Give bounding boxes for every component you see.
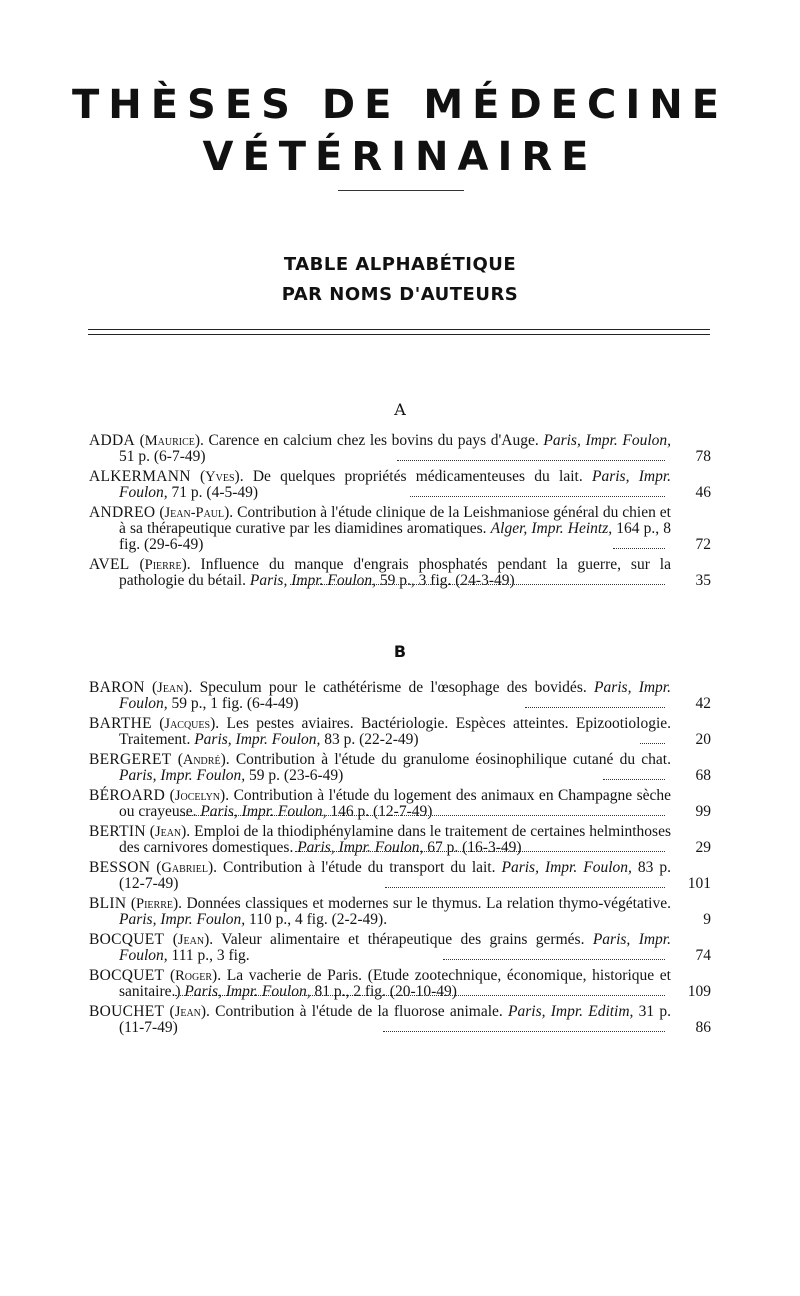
publication-details: 59 p. (23-6-49) (249, 767, 344, 784)
author-first-name: Jean-Paul (164, 505, 225, 521)
publication-place: Paris, Impr. Foulon, (194, 731, 321, 748)
entry-text-block: ADDA (Maurice). Carence en calcium chez les bovins du pays d'Auge. Paris, Impr. Foulon, 51 p. (6-7-49) (89, 432, 672, 465)
author-first-name: André (182, 752, 221, 768)
author-first-name: Jean (174, 1004, 201, 1020)
thesis-title: La vacherie de Paris. (Etude zootechnique, économique, historique et sanitaire.) (119, 967, 671, 1000)
page-number: 74 (695, 947, 711, 964)
page-number: 86 (695, 1019, 711, 1036)
author-surname: BÉROARD (89, 787, 166, 804)
page-number: 35 (695, 572, 711, 589)
index-entry (89, 716, 711, 748)
dot-leader (295, 849, 665, 852)
index-entry (89, 1004, 711, 1036)
thesis-title: Carence en calcium chez les bovins du pays d'Auge. (208, 432, 539, 449)
author-surname: BARTHE (89, 715, 152, 732)
page-title-line-1: THÈSES DE MÉDECINE (71, 82, 729, 128)
section-b-entries (89, 680, 711, 1040)
subtitle-line-2: PAR NOMS D'AUTEURS (281, 284, 519, 305)
publication-details: 59 p., 1 fig. (6-4-49) (171, 695, 299, 712)
entry-text-block: BARON (Jean). Speculum pour le cathétérisme de l'œsophage des bovidés. Paris, Impr. Foulon, 59 p., 1 fig. (6-4-49) (89, 679, 671, 712)
index-entry (89, 860, 711, 892)
author-surname: BOUCHET (89, 1003, 165, 1020)
index-entry (89, 896, 711, 928)
thesis-title: Contribution à l'étude clinique de la Leishmaniose général du chien et à sa thérapeutique curative par les diamidines aromatiques. (119, 504, 671, 537)
author-surname: BLIN (89, 895, 127, 912)
author-first-name: Pierre (136, 896, 173, 912)
dot-leader (385, 885, 665, 888)
title-divider (338, 190, 464, 191)
author-surname: BOCQUET (89, 967, 165, 984)
index-entry (89, 557, 711, 589)
entry-text-block: BÉROARD (Jocelyn). Contribution à l'étude du logement des animaux en Champagne sèche ou crayeuse. Paris, Impr. Foulon, 146 p. (12-7-49) (89, 787, 671, 820)
index-entry (89, 968, 711, 1000)
entry-text-block: BLIN (Pierre). Données classiques et modernes sur le thymus. La relation thymo-végétative. Paris, Impr. Foulon, 110 p., 4 fig. (2-2-49). (89, 895, 671, 928)
publication-place: Paris, Impr. Foulon, (249, 572, 377, 589)
publication-details: 83 p. (12-7-49) (119, 859, 672, 892)
publication-place: Paris, Impr. Foulon, (200, 803, 327, 820)
thesis-title: Valeur alimentaire et thérapeutique des grains germés. (221, 931, 585, 948)
publication-place: Paris, Impr. Foulon, (119, 468, 672, 501)
index-entry (89, 932, 711, 964)
page-number: 9 (703, 911, 711, 928)
entry-text-block: BERTIN (Jean). Emploi de la thiodiphénylamine dans le traitement de certaines helminthoses des carnivores domestiques. Paris, Impr. Foulon, 67 p. (16-3-49) (89, 823, 671, 856)
publication-details: 81 p., 2 fig. (20-10-49) (314, 983, 457, 1000)
dot-leader (443, 957, 665, 960)
publication-place: Paris, Impr. Foulon, (297, 839, 424, 856)
index-entry (89, 469, 711, 501)
entry-text-block: AVEL (Pierre). Influence du manque d'engrais phosphatés pendant la guerre, sur la pathologie du bétail. Paris, Impr. Foulon, 59 p., 3 fig. (24-3-49) (89, 556, 671, 589)
entry-text-block: BERGERET (André). Contribution à l'étude du granulome éosinophilique cutané du chat. Paris, Impr. Foulon, 59 p. (23-6-49) (89, 751, 671, 784)
publication-place: Paris, Impr. Foulon, (119, 767, 246, 784)
publication-details: 164 p., 8 fig. (29-6-49) (119, 520, 672, 553)
author-surname: ANDREO (89, 504, 156, 521)
author-first-name: Pierre (144, 557, 182, 573)
section-letter-b: B (393, 642, 407, 661)
publication-place: Paris, Impr. Foulon, (543, 432, 672, 449)
page-number: 68 (695, 767, 711, 784)
thesis-title: Contribution à l'étude du logement des animaux en Champagne sèche ou crayeuse. (119, 787, 671, 820)
publication-place: Paris, Impr. Editim, (508, 1003, 634, 1020)
author-first-name: Jean (157, 680, 184, 696)
thesis-title: Les pestes aviaires. Bactériologie. Espèces atteintes. Epizootiologie. Traitement. (119, 715, 672, 748)
publication-place: Paris, Impr. Foulon, (501, 859, 632, 876)
entry-text-block: BARTHE (Jacques). Les pestes aviaires. Bactériologie. Espèces atteintes. Epizootiologie. Traitement. Paris, Impr. Foulon, 83 p. (22-2-49) (89, 715, 672, 748)
author-first-name: Jacques (164, 716, 211, 732)
publication-place: Paris, Impr. Foulon, (119, 931, 671, 964)
section-letter-a: A (394, 400, 406, 419)
entry-text-block: ANDREO (Jean-Paul). Contribution à l'étude clinique de la Leishmaniose général du chien et à sa thérapeutique curative par les diamidines aromatiques. Alger, Impr. Heintz, 164 p., 8 fig. (29-6-49) (89, 504, 672, 553)
publication-place: Paris, Impr. Foulon, (119, 679, 671, 712)
dot-leader (397, 458, 665, 461)
entry-text-block: BESSON (Gabriel). Contribution à l'étude du transport du lait. Paris, Impr. Foulon, 83 p. (12-7-49) (89, 859, 672, 892)
publication-details: 67 p. (16-3-49) (427, 839, 522, 856)
publication-details: 71 p. (4-5-49) (171, 484, 259, 501)
dot-leader (525, 705, 665, 708)
publication-details: 146 p. (12-7-49) (330, 803, 433, 820)
author-first-name: Roger (175, 968, 213, 984)
thesis-title: De quelques propriétés médicamenteuses du lait. (252, 468, 583, 485)
publication-place: Paris, Impr. Foulon, (184, 983, 311, 1000)
section-a-entries (89, 433, 711, 593)
publication-details: 111 p., 3 fig. (171, 947, 250, 964)
author-first-name: Jean (177, 932, 205, 948)
index-entry (89, 505, 711, 553)
dot-leader (175, 993, 665, 996)
entry-text-block: BOCQUET (Roger). La vacherie de Paris. (Etude zootechnique, économique, historique et sanitaire.) Paris, Impr. Foulon, 81 p., 2 fig. (20-10-49) (89, 967, 671, 1000)
thesis-title: Emploi de la thiodiphénylamine dans le traitement de certaines helminthoses des carnivores domestiques. (119, 823, 671, 856)
thesis-title: Influence du manque d'engrais phosphatés pendant la guerre, sur la pathologie du bétail. (119, 556, 671, 589)
page-number: 72 (695, 536, 711, 553)
publication-place: Alger, Impr. Heintz, (490, 520, 613, 537)
dot-leader (290, 582, 665, 585)
author-surname: AVEL (89, 556, 130, 573)
dot-leader (383, 1029, 665, 1032)
page-title-line-2: VÉTÉRINAIRE (202, 134, 598, 180)
author-surname: BERGERET (89, 751, 172, 768)
thesis-title: Contribution à l'étude du transport du lait. (223, 859, 496, 876)
page-number: 99 (695, 803, 711, 820)
author-first-name: Yves (205, 469, 235, 485)
author-first-name: Jocelyn (174, 788, 221, 804)
index-entry (89, 752, 711, 784)
dot-leader (603, 777, 665, 780)
publication-details: 83 p. (22-2-49) (324, 731, 419, 748)
dot-leader (640, 741, 665, 744)
thesis-title: Speculum pour le cathétérisme de l'œsophage des bovidés. (199, 679, 587, 696)
entry-text-block: ALKERMANN (Yves). De quelques propriétés médicamenteuses du lait. Paris, Impr. Foulon, 71 p. (4-5-49) (89, 468, 672, 501)
publication-details: 59 p., 3 fig. (24-3-49) (379, 572, 515, 589)
author-surname: BERTIN (89, 823, 146, 840)
subtitle-line-1: TABLE ALPHABÉTIQUE (283, 254, 517, 275)
dot-leader (177, 813, 665, 816)
dot-leader (410, 494, 665, 497)
index-entry (89, 824, 711, 856)
index-entry (89, 680, 711, 712)
author-surname: BARON (89, 679, 145, 696)
author-surname: ALKERMANN (89, 468, 191, 485)
page-number: 101 (687, 875, 711, 892)
thesis-title: Contribution à l'étude du granulome éosinophilique cutané du chat. (235, 751, 671, 768)
page-number: 46 (695, 484, 711, 501)
entry-text-block: BOUCHET (Jean). Contribution à l'étude de la fluorose animale. Paris, Impr. Editim, 31 p. (11-7-49) (89, 1003, 672, 1036)
page-number: 78 (695, 448, 711, 465)
double-rule-top (88, 329, 710, 330)
publication-place: Paris, Impr. Foulon, (119, 911, 246, 928)
dot-leader (613, 546, 665, 549)
author-first-name: Gabriel (161, 860, 208, 876)
publication-details: 51 p. (6-7-49) (119, 448, 206, 465)
page-number: 109 (687, 983, 711, 1000)
entry-text-block: BOCQUET (Jean). Valeur alimentaire et thérapeutique des grains germés. Paris, Impr. Foulon, 111 p., 3 fig. (89, 931, 671, 964)
thesis-title: Données classiques et modernes sur le thymus. La relation thymo-végétative. (186, 895, 671, 912)
page-number: 42 (695, 695, 711, 712)
publication-details: 110 p., 4 fig. (2-2-49). (249, 911, 388, 928)
page-number: 20 (695, 731, 711, 748)
index-entry (89, 788, 711, 820)
author-surname: BESSON (89, 859, 151, 876)
double-rule-bottom (88, 334, 710, 335)
index-entry (89, 433, 711, 465)
author-first-name: Maurice (144, 433, 195, 449)
publication-details: 31 p. (11-7-49) (119, 1003, 672, 1036)
thesis-title: Contribution à l'étude de la fluorose animale. (215, 1003, 503, 1020)
author-surname: BOCQUET (89, 931, 165, 948)
author-surname: ADDA (89, 432, 135, 449)
author-first-name: Jean (154, 824, 182, 840)
page-number: 29 (695, 839, 711, 856)
